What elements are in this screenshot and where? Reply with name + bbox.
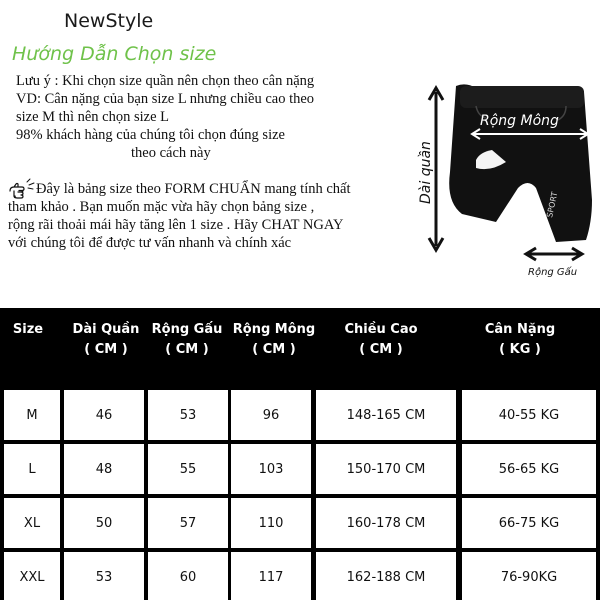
shorts-illustration (416, 82, 600, 282)
header-hem: Rộng Gấu ( CM ) (151, 322, 223, 357)
brand-name: NewStyle (64, 10, 154, 32)
table-cell: 66-75 KG (462, 498, 596, 548)
header-length: Dài Quần ( CM ) (72, 322, 140, 357)
shorts-figure (416, 82, 600, 282)
label-length: Dài quần (418, 141, 434, 204)
table-cell: 150-170 CM (316, 444, 456, 494)
sport-print: SPORT (545, 191, 560, 219)
table-cell: 103 (231, 444, 311, 494)
table-cell: 160-178 CM (316, 498, 456, 548)
table-header (0, 308, 600, 388)
para-line: với chúng tôi để được tư vấn nhanh và chính xác (8, 235, 292, 251)
table-cell: 117 (231, 552, 311, 600)
note-line: Lưu ý : Khi chọn size quần nên chọn theo cân nặng (16, 73, 315, 89)
table-row-size-cell: M (4, 390, 60, 440)
table-row-size-cell: L (4, 444, 60, 494)
table-cell: 110 (231, 498, 311, 548)
guide-title: Hướng Dẫn Chọn size (12, 43, 217, 65)
label-width: Rộng Mông (480, 113, 559, 129)
size-notes (16, 72, 386, 162)
header-seat: Rộng Mông ( CM ) (232, 322, 316, 357)
para-line: tham khảo . Bạn muốn mặc vừa hãy chọn bảng size , (8, 199, 315, 215)
header-weight: Cân Nặng ( KG ) (484, 322, 556, 357)
label-hem: Rộng Gấu (528, 267, 578, 278)
pointing-hand-icon (8, 178, 38, 200)
table-row-size-cell: XL (4, 498, 60, 548)
table-cell: 162-188 CM (316, 552, 456, 600)
note-line: VD: Cân nặng của bạn size L nhưng chiều cao theo (16, 91, 315, 107)
table-row-size-cell: XXL (4, 552, 60, 600)
para-line: rộng rãi thoải mái hãy tăng lên 1 size . Hãy CHAT NGAY (8, 217, 344, 233)
table-cell: 53 (64, 552, 144, 600)
note-line: 98% khách hàng của chúng tôi chọn đúng size (16, 127, 285, 143)
header-size: Size (12, 322, 44, 337)
table-cell: 48 (64, 444, 144, 494)
table-cell: 148-165 CM (316, 390, 456, 440)
table-cell: 76-90KG (462, 552, 596, 600)
table-cell: 46 (64, 390, 144, 440)
note-line: size M thì nên chọn size L (16, 109, 170, 125)
table-cell: 40-55 KG (462, 390, 596, 440)
header-height: Chiều Cao ( CM ) (344, 322, 418, 357)
advice-paragraph (8, 180, 408, 252)
table-cell: 57 (148, 498, 228, 548)
para-line: Đây là bảng size theo FORM CHUẨN mang tính chất (36, 181, 351, 197)
size-table (0, 308, 600, 600)
table-cell: 55 (148, 444, 228, 494)
table-cell: 60 (148, 552, 228, 600)
table-cell: 56-65 KG (462, 444, 596, 494)
table-cell: 50 (64, 498, 144, 548)
note-line: theo cách này (131, 145, 211, 161)
table-cell: 96 (231, 390, 311, 440)
table-cell: 53 (148, 390, 228, 440)
